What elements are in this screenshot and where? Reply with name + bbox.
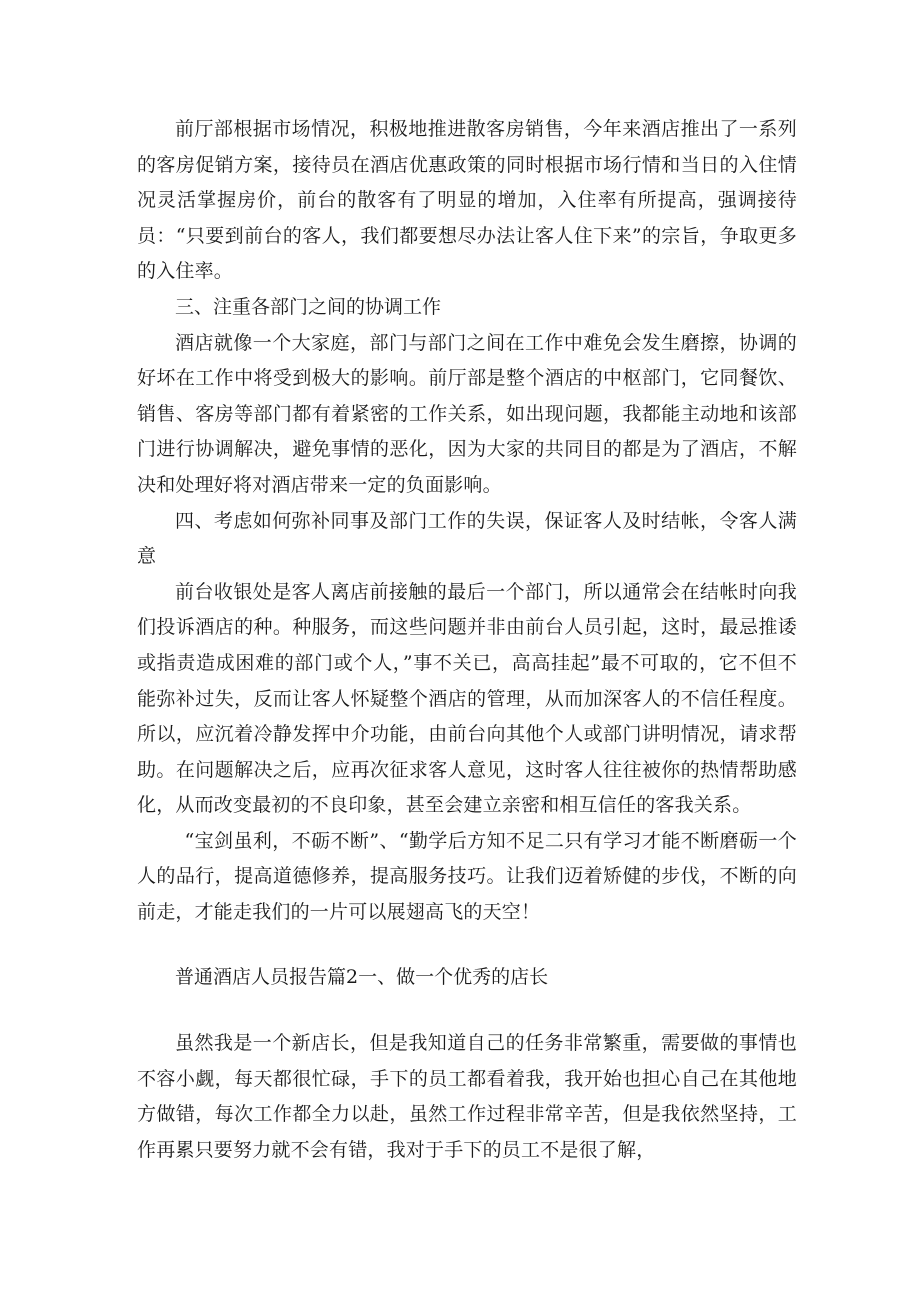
paragraph-front-office-sales: 前厅部根据市场情况，积极地推进散客房销售，今年来酒店推出了一系列的客房促销方案，接待员在酒店优惠政策的同时根据市场行情和当日的入住情况灵活掌握房价，前台的散客有了明显的增加，入住率有所提高，强调接待员：“只要到前台的客人，我们都要想尽办法让客人住下来”的宗旨，争取更多的入住率。 [137,118,797,283]
paragraph-cashier: 前台收银处是客人离店前接触的最后一个部门，所以通常会在结帐时向我们投诉酒店的种。种服务，而这些问题并非由前台人员引起，这时，最忌推诿或指责造成困难的部门或个人，”事不关已，高高挂起”最不可取的，它不但不能弥补过失，反而让客人怀疑整个酒店的管理，从而加深客人的不信任程度。所以，应沉着冷静发挥中介功能，由前台向其他个人或部门讲明情况，请求帮助。在问题解决之后，应再次征求客人意见，这时客人往往被你的热情帮助感化，从而改变最初的不良印象，甚至会建立亲密和相互信任的客我关系。 [137,580,797,817]
document-body [137,112,797,1169]
section-title: 普通酒店人员报告篇2一、做一个优秀的店长 [175,965,549,988]
paragraph-coordination: 酒店就像一个大家庭，部门与部门之间在工作中难免会发生磨擦，协调的好坏在工作中将受到极大的影响。前厅部是整个酒店的中枢部门，它同餐饮、销售、客房等部门都有着紧密的工作关系，如出现问题，我都能主动地和该部门进行协调解决，避免事情的恶化，因为大家的共同目的都是为了酒店，不解决和处理好将对酒店带来一定的负面影响。 [137,331,797,496]
paragraph-quote: “宝剑虽利，不砺不断”、“勤学后方知不足二只有学习才能不断磨砺一个人的品行，提高道德修养，提高服务技巧。让我们迈着矫健的步伐，不断的向前走，才能走我们的一片可以展翅高飞的天空！ [137,829,797,924]
paragraph-store-manager: 虽然我是一个新店长，但是我知道自己的任务非常繁重，需要做的事情也不容小觑，每天都很忙碌，手下的员工都看着我，我开始也担心自己在其他地方做错，每次工作都全力以赴，虽然工作过程非常辛苦，但是我依然坚持，工作再累只要努力就不会有错，我对于手下的员工不是很了解， [137,1032,797,1162]
heading-coordination: 三、注重各部门之间的协调工作 [175,295,442,318]
heading-remedy-mistakes: 四、考虑如何弥补同事及部门工作的失误，保证客人及时结帐，令客人满意 [137,509,797,568]
